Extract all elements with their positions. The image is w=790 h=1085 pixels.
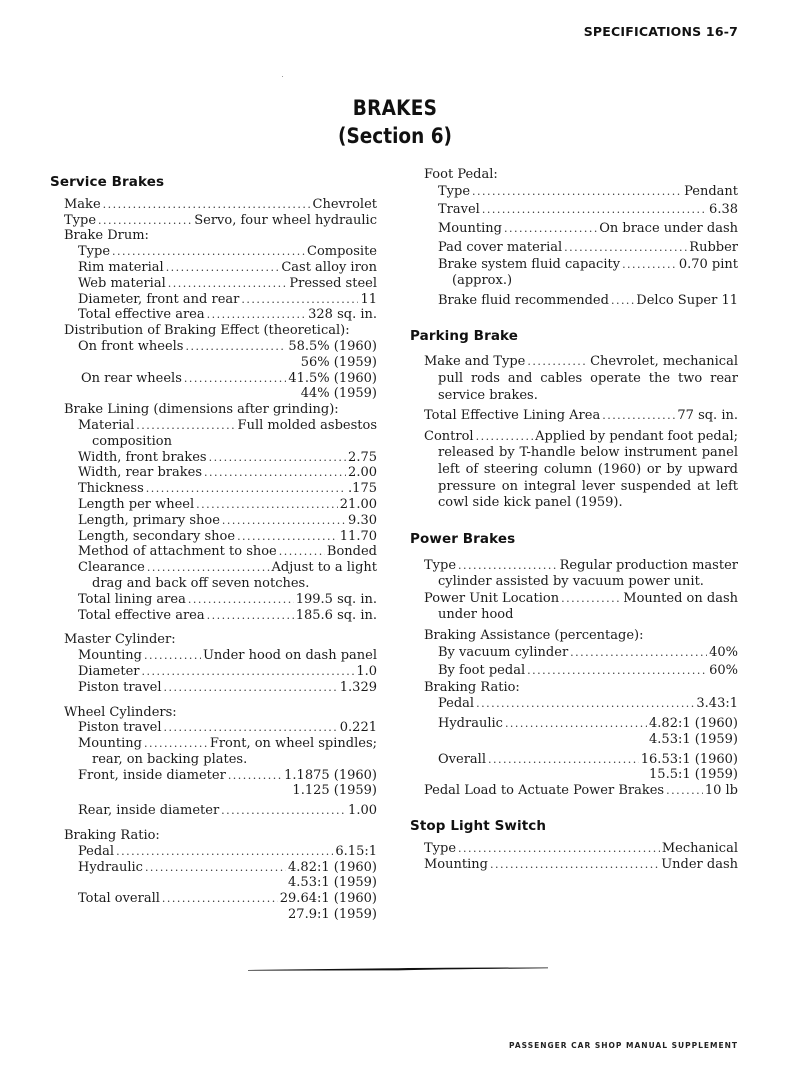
- leader-dots: [228, 768, 282, 784]
- leader-dots: [221, 803, 346, 819]
- spec-continuation: composition: [92, 433, 172, 449]
- spec-row: Mounting . . . Under dash: [424, 857, 738, 873]
- leader-dots: [490, 857, 659, 873]
- leader-dots: [666, 783, 703, 799]
- leader-dots: [505, 716, 647, 732]
- spec-row: Mounting . . . Front, on wheel spindles;: [78, 736, 377, 752]
- spec-row: Make . . . Chevrolet: [64, 197, 377, 213]
- leader-dots: [458, 841, 660, 857]
- page-subtitle: (Section 6): [337, 124, 453, 148]
- spec-value-1959: 4.53:1 (1959): [649, 731, 738, 747]
- leader-dots: [622, 257, 677, 273]
- spec-row: Type . . . Mechanical: [424, 841, 738, 857]
- page-title: BRAKES: [352, 96, 438, 120]
- spec-row: Total effective area . . . 185.6 sq. in.: [78, 608, 377, 624]
- leader-dots: [144, 648, 201, 664]
- leader-dots: [570, 644, 707, 662]
- spec-row: Method of attachment to shoe . . . Bonded: [78, 544, 377, 560]
- group-label-brake-drum: Brake Drum:: [64, 228, 149, 244]
- spec-row: Width, rear brakes . . . 2.00: [78, 465, 377, 481]
- leader-dots: [112, 244, 305, 260]
- spec-row: On front wheels . . . 58.5% (1960): [78, 339, 377, 355]
- spec-row: Travel . . . 6.38: [438, 201, 738, 220]
- leader-dots: [196, 497, 338, 513]
- spec-continuation: released by T-handle below instrument panel left of steering column (1960) or by upward pressure on integral lever suspended at left cowl side kick panel (1959).: [438, 445, 738, 511]
- running-head: SPECIFICATIONS 16-7: [583, 24, 738, 39]
- spec-continuation: (approx.): [452, 272, 513, 288]
- spec-value-1959: 1.125 (1959): [292, 783, 377, 799]
- group-label-braking-ratio: Braking Ratio:: [64, 828, 160, 844]
- spec-row: Web material . . . Pressed steel: [78, 276, 377, 292]
- leader-dots: [488, 752, 639, 768]
- leader-dots: [188, 592, 294, 608]
- group-label-braking-ratio: Braking Ratio:: [424, 680, 520, 696]
- spec-row: Pedal Load to Actuate Power Brakes . . . 10 lb: [424, 783, 738, 799]
- leader-dots: [136, 418, 235, 434]
- leader-dots: [527, 662, 707, 680]
- spec-row: Total overall . . . 29.64:1 (1960): [78, 891, 377, 907]
- spec-row: Piston travel . . . 0.221: [78, 720, 377, 736]
- spec-continuation: under hood: [438, 607, 514, 623]
- spec-row: Length, primary shoe . . . 9.30: [78, 513, 377, 529]
- leader-dots: [103, 197, 311, 213]
- leader-dots: [482, 201, 707, 220]
- spec-row: Rim material . . . Cast alloy iron: [78, 260, 377, 276]
- spec-row: Mounting . . . Under hood on dash panel: [78, 648, 377, 664]
- leader-dots: [162, 891, 278, 907]
- spec-value-1959: 27.9:1 (1959): [288, 907, 377, 923]
- leader-dots: [602, 408, 675, 425]
- leader-dots: [116, 844, 333, 860]
- leader-dots: [561, 591, 621, 608]
- leader-dots: [146, 481, 346, 497]
- leader-dots: [527, 354, 588, 371]
- spec-row: Control . . . Applied by pendant foot pedal;: [424, 429, 738, 446]
- spec-row: Type . . . Composite: [78, 244, 377, 260]
- spec-row: Mounting . . . On brace under dash: [438, 220, 738, 239]
- spec-row: Rear, inside diameter . . . 1.00: [78, 803, 377, 819]
- spec-row: Piston travel . . . 1.329: [78, 680, 377, 696]
- group-label-braking-assistance: Braking Assistance (percentage):: [424, 627, 644, 643]
- left-column: [50, 175, 377, 923]
- leader-dots: [504, 220, 597, 239]
- spec-value-1959: 15.5:1 (1959): [649, 767, 738, 783]
- leader-dots: [241, 292, 358, 308]
- spec-row: Clearance . . . Adjust to a light: [78, 560, 377, 576]
- spec-value-1959: 56% (1959): [300, 354, 377, 370]
- spec-row: Brake fluid recommended . . . Delco Super 11: [438, 293, 738, 309]
- footer-text: PASSENGER CAR SHOP MANUAL SUPPLEMENT: [509, 1041, 738, 1050]
- section-heading-power-brakes: Power Brakes: [410, 530, 516, 547]
- leader-dots: [209, 450, 346, 466]
- spec-value-1959: 44% (1959): [300, 386, 377, 402]
- spec-row: Type . . . Regular production master: [424, 558, 738, 575]
- spec-row: Total lining area . . . 199.5 sq. in.: [78, 592, 377, 608]
- leader-dots: [204, 465, 346, 481]
- leader-dots: [207, 307, 307, 323]
- leader-dots: [141, 664, 354, 680]
- spec-row: Type . . . Pendant: [438, 183, 738, 202]
- leader-dots: [185, 339, 286, 355]
- spec-row: Material . . . Full molded asbestos: [78, 418, 377, 434]
- spec-row: Hydraulic . . . 4.82:1 (1960): [78, 860, 377, 876]
- leader-dots: [164, 720, 338, 736]
- spec-row: Diameter, front and rear . . . 11: [78, 292, 377, 308]
- spec-row: Hydraulic . . . 4.82:1 (1960): [438, 716, 738, 732]
- tapered-rule-line: [248, 965, 548, 973]
- spec-row: Width, front brakes . . . 2.75: [78, 450, 377, 466]
- leader-dots: [145, 860, 286, 876]
- spec-row: Overall . . . 16.53:1 (1960): [438, 752, 738, 768]
- leader-dots: [611, 293, 634, 309]
- leader-dots: [222, 513, 346, 529]
- spec-row: Make and Type . . . Chevrolet, mechanical: [424, 354, 738, 371]
- spec-row: Pad cover material . . . Rubber: [438, 239, 738, 258]
- spec-row: Thickness . . . .175: [78, 481, 377, 497]
- group-label-foot-pedal: Foot Pedal:: [424, 167, 498, 182]
- leader-dots: [166, 260, 280, 276]
- group-label-master-cylinder: Master Cylinder:: [64, 632, 176, 648]
- spec-row: Total Effective Lining Area . . . 77 sq. in.: [424, 408, 738, 425]
- spec-continuation: drag and back off seven notches.: [92, 575, 310, 591]
- spec-row: Diameter . . . 1.0: [78, 664, 377, 680]
- section-heading-stop-light-switch: Stop Light Switch: [410, 818, 547, 835]
- leader-dots: [458, 558, 558, 575]
- section-heading-service-brakes: Service Brakes: [50, 174, 165, 190]
- page-title-block: [0, 96, 790, 148]
- group-label-wheel-cylinders: Wheel Cylinders:: [64, 704, 177, 720]
- spec-continuation: rear, on backing plates.: [92, 751, 248, 767]
- leader-dots: [564, 239, 687, 258]
- leader-dots: [207, 608, 294, 624]
- spec-continuation: cylinder assisted by vacuum power unit.: [438, 574, 704, 590]
- spec-row: Power Unit Location . . . Mounted on dash: [424, 591, 738, 608]
- leader-dots: [144, 736, 208, 752]
- leader-dots: [184, 371, 286, 387]
- leader-dots: [168, 276, 288, 292]
- leader-dots: [476, 696, 694, 712]
- scan-speck: [282, 76, 283, 77]
- leader-dots: [164, 680, 338, 696]
- spec-row: Pedal . . . 6.15:1: [78, 844, 377, 860]
- leader-dots: [98, 213, 192, 229]
- group-label-brake-lining: Brake Lining (dimensions after grinding):: [64, 402, 339, 418]
- right-column: [410, 167, 738, 872]
- leader-dots: [147, 560, 270, 576]
- spec-row: Length, secondary shoe . . . 11.70: [78, 529, 377, 545]
- spec-row: Pedal . . . 3.43:1: [438, 696, 738, 712]
- spec-row: Front, inside diameter . . . 1.1875 (1960): [78, 768, 377, 784]
- group-label-distribution: Distribution of Braking Effect (theoretical):: [64, 323, 350, 339]
- section-heading-parking-brake: Parking Brake: [410, 327, 519, 344]
- leader-dots: [279, 544, 325, 560]
- spec-row: By foot pedal . . . 60%: [438, 662, 738, 680]
- spec-row: By vacuum cylinder . . . 40%: [438, 644, 738, 662]
- spec-continuation: pull rods and cables operate the two rear service brakes.: [438, 370, 738, 403]
- spec-row: Type . . . Servo, four wheel hydraulic: [64, 213, 377, 229]
- leader-dots: [476, 429, 533, 446]
- spec-row: On rear wheels . . . 41.5% (1960): [78, 371, 377, 387]
- spec-row: Brake system fluid capacity . . . 0.70 pint: [438, 257, 738, 273]
- leader-dots: [472, 183, 682, 202]
- spec-row: Length per wheel . . . 21.00: [78, 497, 377, 513]
- leader-dots: [237, 529, 338, 545]
- spec-row: Total effective area . . . 328 sq. in.: [78, 307, 377, 323]
- spec-value-1959: 4.53:1 (1959): [288, 875, 377, 891]
